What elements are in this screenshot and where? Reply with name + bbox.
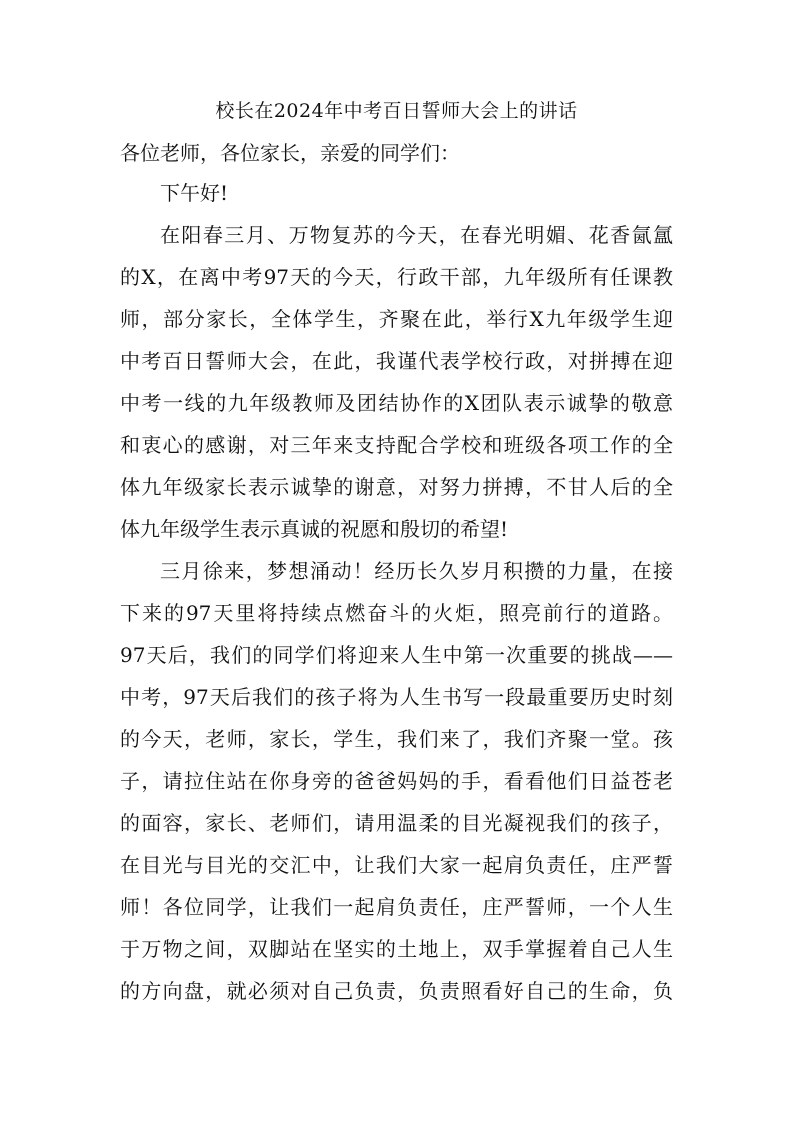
paragraph-1-line: 中考一线的九年级教师及团结协作的X团队表示诚挚的敬意 [120,391,673,415]
paragraph-1-line: 在阳春三月、万物复苏的今天，在春光明媚、花香氤氲 [160,223,673,247]
paragraph-2-line: 的方向盘，就必须对自己负责，负责照看好自己的生命，负 [120,979,673,1003]
paragraph-2-line: 的今天，老师，家长，学生，我们来了，我们齐聚一堂。孩 [120,727,673,751]
document-title: 校长在2024年中考百日誓师大会上的讲话 [215,100,578,122]
paragraph-2-line: 于万物之间，双脚站在坚实的土地上，双手掌握着自己人生 [120,937,673,961]
salutation: 下午好! [160,181,229,205]
paragraph-1-line: 体九年级家长表示诚挚的谢意，对努力拼搏，不甘人后的全 [120,475,673,499]
paragraph-1-line: 和衷心的感谢，对三年来支持配合学校和班级各项工作的全 [120,433,673,457]
paragraph-2-line: 子，请拉住站在你身旁的爸爸妈妈的手，看看他们日益苍老 [120,769,673,793]
paragraph-2-line: 下来的97天里将持续点燃奋斗的火炬，照亮前行的道路。 [120,601,673,625]
paragraph-2-line: 97天后，我们的同学们将迎来人生中第一次重要的挑战—— [120,643,673,667]
paragraph-2-line: 的面容，家长、老师们，请用温柔的目光凝视我们的孩子， [120,811,673,835]
greeting: 各位老师，各位家长，亲爱的同学们： [120,141,460,165]
paragraph-1-line: 中考百日誓师大会，在此，我谨代表学校行政，对拼搏在迎 [120,349,673,373]
paragraph-2-line: 师！各位同学，让我们一起肩负责任，庄严誓师，一个人生 [120,895,673,919]
paragraph-1-line: 师，部分家长，全体学生，齐聚在此，举行X九年级学生迎 [120,307,673,331]
paragraph-2-line: 三月徐来，梦想涌动！经历长久岁月积攒的力量，在接 [160,559,673,583]
paragraph-1-line: 体九年级学生表示真诚的祝愿和殷切的希望! [120,517,509,541]
paragraph-2-line: 中考，97天后我们的孩子将为人生书写一段最重要历史时刻 [120,685,673,709]
paragraph-2-line: 在目光与目光的交汇中，让我们大家一起肩负责任，庄严誓 [120,853,673,877]
paragraph-1-line: 的X，在离中考97天的今天，行政干部，九年级所有任课教 [120,265,673,289]
